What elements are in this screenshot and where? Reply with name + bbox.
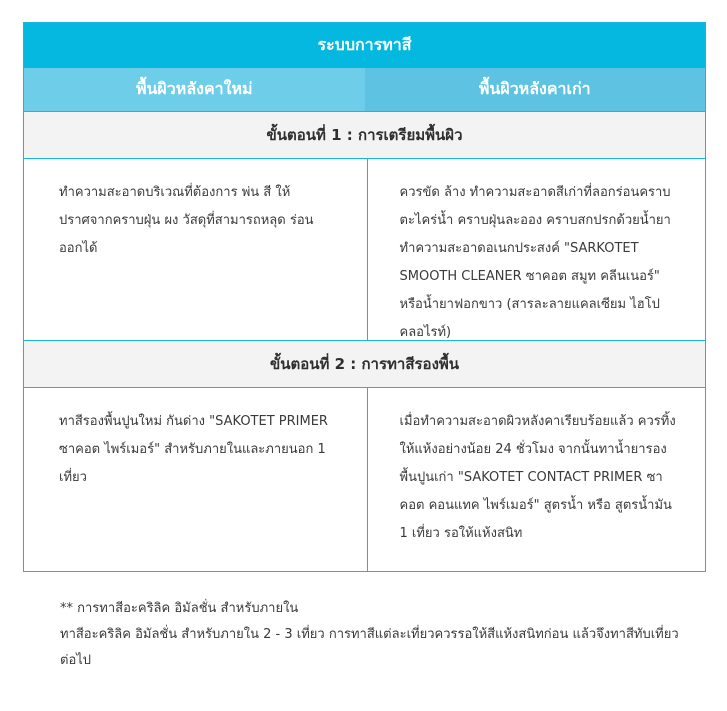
- step-2-new-surface-cell: ทาสีรองพื้นปูนใหม่ กันด่าง "SAKOTET PRIMER ซาคอต ไพร์เมอร์" สำหรับภายในและภายนอก 1 เที่ยว: [24, 388, 368, 571]
- step-1-row: [24, 159, 705, 340]
- step-2-old-surface-cell: เมื่อทำความสะอาดผิวหลังคาเรียบร้อยแล้ว ควรทิ้งให้แห้งอย่างน้อย 24 ชั่วโมง จากนั้นทาน้ำยารองพื้นปูนเก่า "SAKOTET CONTACT PRIMER ซาคอต คอนแทค ไพร์เมอร์" สูตรน้ำ หรือ สูตรน้ำมัน 1 เที่ยว รอให้แห้งสนิท: [399, 414, 676, 541]
- step-1-header: ขั้นตอนที่ 1 : การเตรียมพื้นผิว: [24, 111, 705, 159]
- step-1-new-surface-cell: ทำความสะอาดบริเวณที่ต้องการ พ่น สี ให้ปราศจากคราบฝุ่น ผง วัสดุที่สามารถหลุด ร่อน ออกได้: [24, 159, 368, 340]
- footnote-heading: ** การทาสีอะคริลิค อิมัลชั่น สำหรับภายใน: [60, 601, 299, 616]
- step-1-old-surface-cell: ควรขัด ล้าง ทำความสะอาดสีเก่าที่ลอกร่อนคราบตะไคร่น้ำ คราบฝุ่นละออง คราบสกปรกด้วยน้ำยาทำความสะอาดอเนกประสงค์ "SARKOTET SMOOTH CLEANER ซาคอต สมูท คลีนเนอร์" หรือน้ำยาฟอกขาว (สารละลายแคลเซียม ไฮโปคลอไรท์): [399, 185, 671, 340]
- column-header-row: [24, 68, 705, 111]
- column-header-new-surface: พื้นผิวหลังคาใหม่: [24, 68, 365, 111]
- roof-painting-system-table: [23, 22, 706, 572]
- column-header-old-surface: พื้นผิวหลังคาเก่า: [365, 68, 706, 111]
- footnote: [60, 596, 680, 674]
- step-2-row: [24, 388, 705, 571]
- table-title: ระบบการทาสี: [24, 23, 705, 68]
- step-2-header: ขั้นตอนที่ 2 : การทาสีรองพื้น: [24, 340, 705, 388]
- footnote-body: ทาสีอะคริลิค อิมัลชั่น สำหรับภายใน 2 - 3 เที่ยว การทาสีแต่ละเที่ยวควรรอให้สีแห้งสนิทก่อน แล้วจึงทาสีทับเที่ยวต่อไป: [60, 627, 679, 668]
